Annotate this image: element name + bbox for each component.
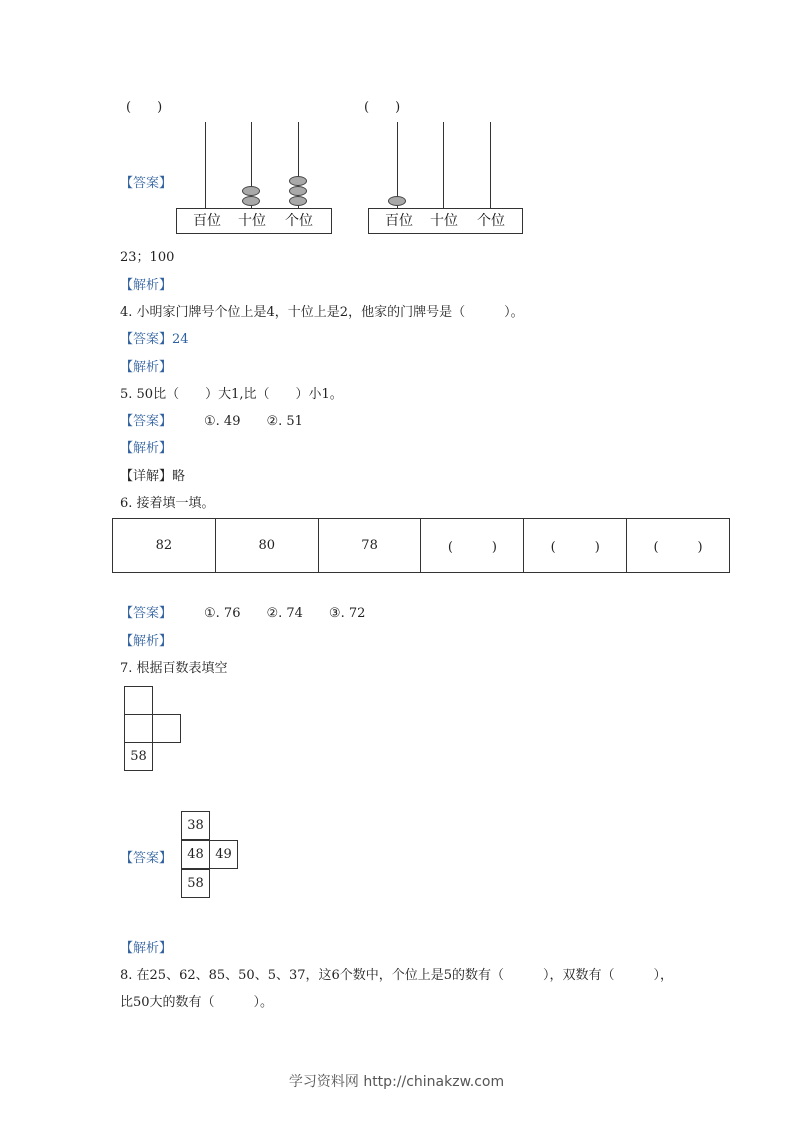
grid-cell: 48 [181, 840, 210, 869]
answer-tag: 【答案】 [120, 176, 173, 191]
grid-cell [124, 686, 153, 715]
sequence-cell: ( ) [421, 519, 524, 573]
bead [289, 186, 307, 196]
sequence-cell: ( ) [627, 519, 730, 573]
analysis-7: 【解析】 [120, 941, 173, 956]
analysis-6: 【解析】 [120, 634, 173, 649]
label-tens: 十位 [238, 213, 266, 229]
question-4: 4. 小明家门牌号个位上是4，十位上是2，他家的门牌号是（ ）。 [120, 305, 524, 320]
analysis-tag: 【解析】 [120, 278, 173, 293]
question-8-line-2: 比50大的数有（ ）。 [120, 995, 274, 1010]
analysis-4: 【解析】 [120, 360, 173, 375]
answer-5: ①. 49 ②. 51 [204, 414, 303, 429]
bead [242, 196, 260, 206]
answer-6: ①. 76 ②. 74 ③. 72 [204, 606, 366, 621]
sequence-cell: ( ) [524, 519, 627, 573]
label-ones: 个位 [285, 213, 313, 229]
sequence-table [112, 518, 730, 573]
label-hundreds: 百位 [193, 213, 221, 229]
rod-hundreds [205, 122, 206, 208]
answer-tag-6: 【答案】 [120, 606, 173, 621]
sequence-cell: 80 [215, 519, 318, 573]
blank-right: ( ) [364, 100, 401, 115]
grid-cell: 38 [181, 811, 210, 840]
abacus-left [176, 122, 332, 234]
abacus-base [368, 208, 523, 234]
rod-tens [443, 122, 444, 208]
grid-cell [152, 714, 181, 743]
label-hundreds: 百位 [385, 213, 413, 229]
grid-cell: 58 [181, 869, 210, 898]
answer-text: 23；100 [120, 250, 175, 265]
footer-watermark: 学习资料网 http://chinakzw.com [288, 1074, 505, 1090]
bead [289, 196, 307, 206]
abacus-right [368, 122, 523, 234]
grid-cell [124, 714, 153, 743]
grid-cell: 58 [124, 742, 153, 771]
question-6: 6. 接着填一填。 [120, 496, 215, 511]
abacus-base [176, 208, 332, 234]
bead [388, 196, 406, 206]
bead [242, 186, 260, 196]
answer-4: 【答案】24 [120, 332, 189, 347]
rod-ones [490, 122, 491, 208]
question-8-line-1: 8. 在25、62、85、50、5、37，这6个数中，个位上是5的数有（ ），双数有（ ）， [120, 968, 674, 983]
question-5: 5. 50比（ ）大1,比（ ）小1。 [120, 387, 343, 402]
label-tens: 十位 [430, 213, 458, 229]
blank-left: ( ) [126, 100, 163, 115]
question-7: 7. 根据百数表填空 [120, 661, 228, 676]
grid-cell: 49 [209, 840, 238, 869]
answer-tag-7: 【答案】 [120, 851, 173, 866]
answer-tag-5: 【答案】 [120, 414, 173, 429]
analysis-5: 【解析】 [120, 441, 173, 456]
sequence-cell: 82 [113, 519, 216, 573]
label-ones: 个位 [477, 213, 505, 229]
bead [289, 176, 307, 186]
detail-5: 【详解】略 [120, 469, 186, 484]
sequence-cell: 78 [318, 519, 421, 573]
